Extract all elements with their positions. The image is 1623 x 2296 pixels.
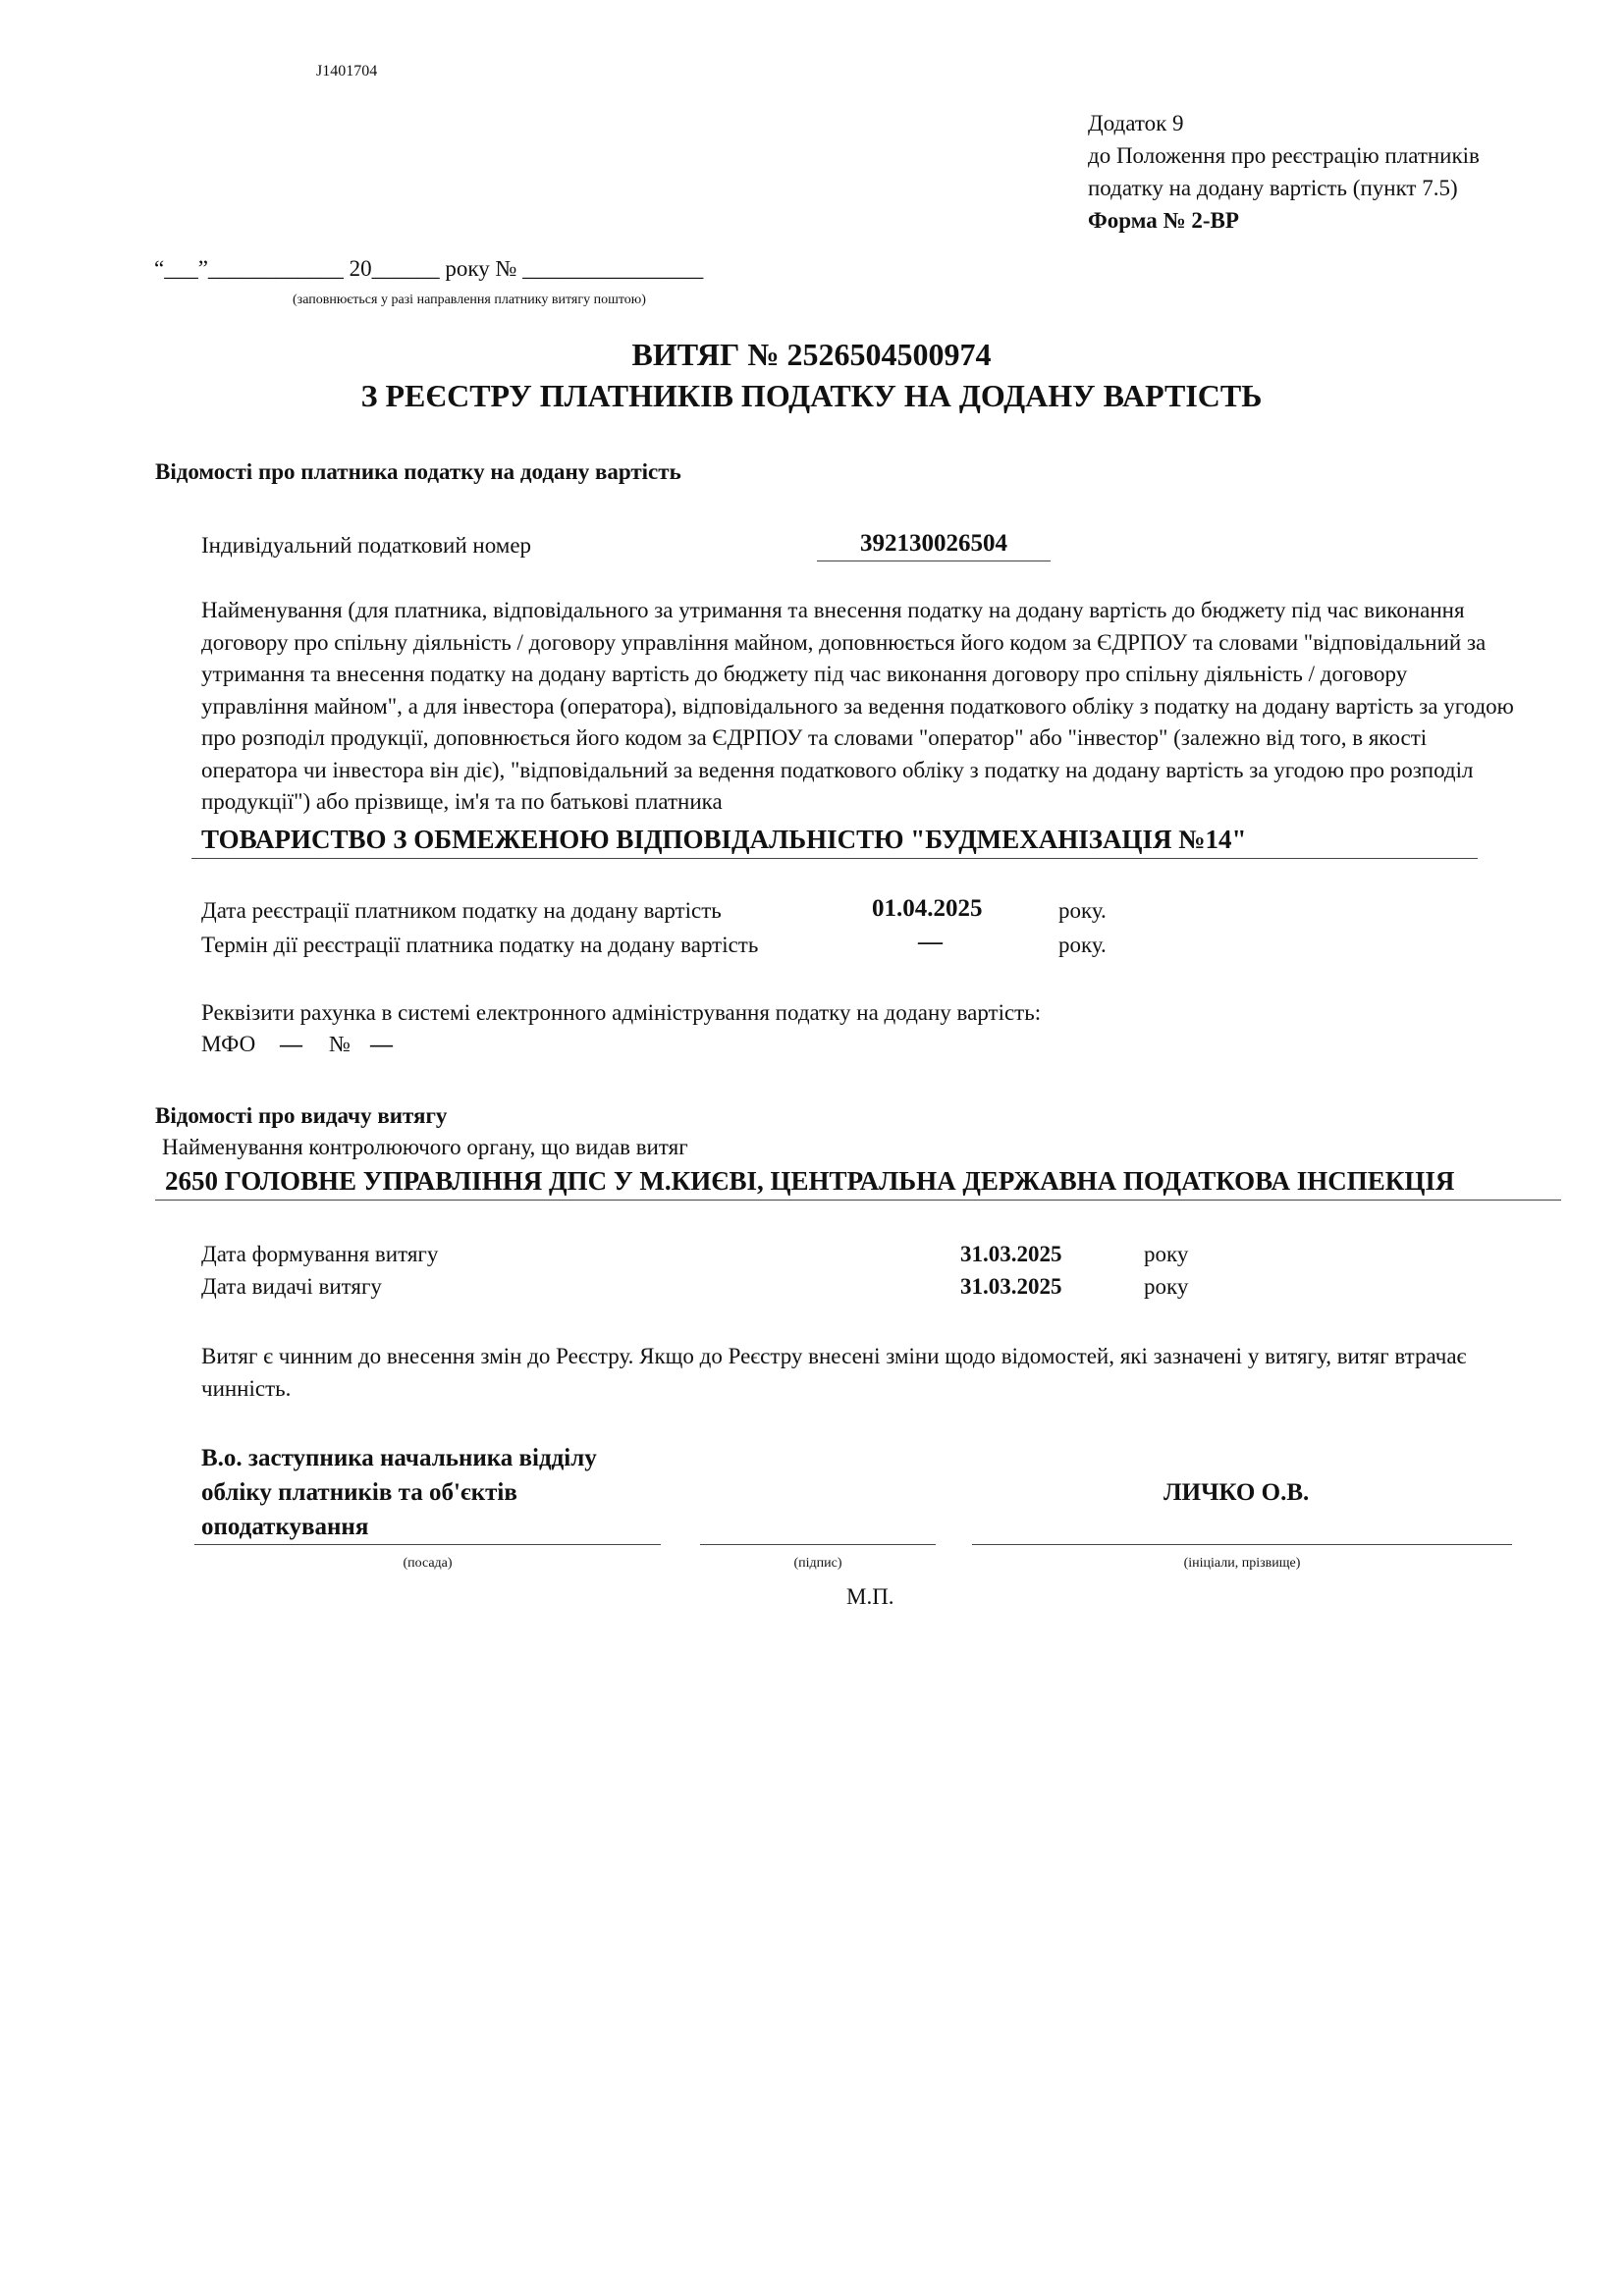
- payer-name-underline: [191, 858, 1478, 859]
- reg-date-label: Дата реєстрації платником податку на додану вартість: [201, 898, 722, 923]
- extract-title: ВИТЯГ № 2526504500974: [631, 337, 992, 372]
- extract-subtitle: З РЕЄСТРУ ПЛАТНИКІВ ПОДАТКУ НА ДОДАНУ ВАРТІСТЬ: [360, 378, 1263, 413]
- position-caption: (посада): [403, 1556, 453, 1571]
- mail-note: (заповнюється у разі направлення платнику витягу поштою): [293, 293, 646, 307]
- term-label: Термін дії реєстрації платника податку на додану вартість: [201, 933, 759, 957]
- mail-date-line: “___”____________ 20______ року № ________________: [154, 256, 704, 281]
- form-number: Форма № 2-ВР: [1088, 208, 1239, 233]
- signatory-position-line-1: В.о. заступника начальника відділу: [201, 1445, 597, 1471]
- ipn-label: Індивідуальний податковий номер: [201, 533, 532, 558]
- validity-note: Витяг є чинним до внесення змін до Реєстру. Якщо до Реєстру внесені зміни щодо відомостей, які зазначені у витягу, витяг втрачає чинність.: [201, 1344, 1467, 1401]
- position-line: [194, 1544, 661, 1545]
- signature-caption: (підпис): [793, 1556, 842, 1571]
- appendix-line-2: до Положення про реєстрацію платників: [1088, 143, 1480, 168]
- signature-line: [700, 1544, 936, 1545]
- reg-date-value: 01.04.2025: [872, 895, 983, 922]
- name-line: [972, 1544, 1512, 1545]
- signatory-position-line-2: обліку платників та об'єктів: [201, 1479, 517, 1506]
- account-number-value: —: [370, 1032, 393, 1056]
- issued-date-label: Дата видачі витягу: [201, 1274, 382, 1299]
- issued-date-value: 31.03.2025: [960, 1274, 1062, 1299]
- document-code: J1401704: [316, 63, 378, 80]
- account-number-label: №: [329, 1032, 351, 1056]
- authority-value: 2650 ГОЛОВНЕ УПРАВЛІННЯ ДПС У М.КИЄВІ, ЦЕНТРАЛЬНА ДЕРЖАВНА ПОДАТКОВА ІНСПЕКЦІЯ: [165, 1166, 1455, 1196]
- appendix-line-1: Додаток 9: [1088, 111, 1184, 135]
- issue-section-heading: Відомості про видачу витягу: [155, 1103, 448, 1128]
- seal-placeholder: М.П.: [846, 1584, 894, 1609]
- issued-date-suffix: року: [1144, 1274, 1189, 1299]
- mfo-value: —: [280, 1032, 302, 1056]
- authority-underline: [155, 1200, 1561, 1201]
- name-caption: (ініціали, прізвище): [1183, 1556, 1301, 1571]
- appendix-line-3: податку на додану вартість (пункт 7.5): [1088, 176, 1458, 200]
- formed-date-label: Дата формування витягу: [201, 1242, 439, 1266]
- name-description: Найменування (для платника, відповідального за утримання та внесення податку на додану вартість до бюджету під час виконання договору про спільну діяльність / договору управління майном, доповнюється його кодом за ЄДРПОУ та словами "відповідальний за утримання та внесення податку на додану вартість до бюджету під час виконання договору про спільну діяльність / договору управління майном", а для інвестора (оператора), відповідального за ведення податкового обліку з податку на додану вартість за угодою про розподіл продукції, доповнюється його кодом за ЄДРПОУ та словами "оператор" або "інвестор" (залежно від того, в якості оператора чи інвестора він діє), "відповідальний за ведення податкового обліку з податку на додану вартість за угодою про розподіл продукції") або прізвище, ім'я та по батькові платника: [201, 598, 1514, 814]
- formed-date-value: 31.03.2025: [960, 1242, 1062, 1266]
- signatory-name: ЛИЧКО О.В.: [1163, 1479, 1310, 1506]
- term-suffix: року.: [1058, 933, 1107, 957]
- mfo-label: МФО: [201, 1032, 256, 1056]
- term-value: —: [918, 929, 943, 955]
- payer-section-heading: Відомості про платника податку на додану вартість: [155, 459, 681, 484]
- authority-label: Найменування контролюючого органу, що видав витяг: [162, 1135, 688, 1159]
- payer-name: ТОВАРИСТВО З ОБМЕЖЕНОЮ ВІДПОВІДАЛЬНІСТЮ "БУДМЕХАНІЗАЦІЯ №14": [201, 825, 1247, 854]
- reg-date-suffix: року.: [1058, 898, 1107, 923]
- formed-date-suffix: року: [1144, 1242, 1189, 1266]
- account-label: Реквізити рахунка в системі електронного адміністрування податку на додану вартість:: [201, 1000, 1042, 1025]
- ipn-value: 392130026504: [860, 530, 1007, 557]
- signatory-position-line-3: оподаткування: [201, 1514, 369, 1540]
